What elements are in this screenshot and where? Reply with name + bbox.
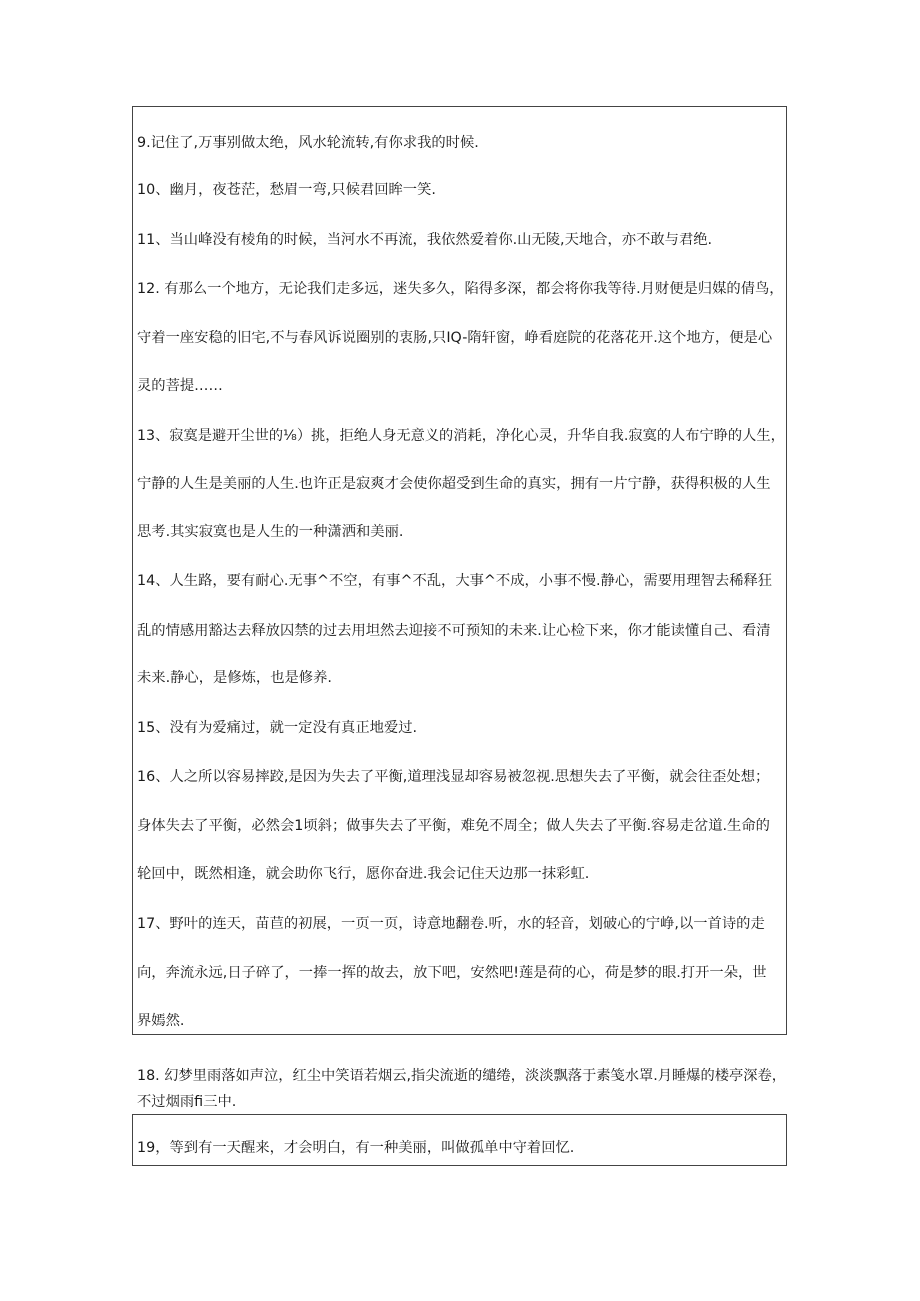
text-line: 13、寂寞是避开尘世的⅛）挑，拒绝人身无意义的消耗，净化心灵，升华自我.寂寞的人布宁睁的人生， bbox=[137, 428, 785, 444]
text-line: 12. 有那么一个地方，无论我们走多远，迷失多久，陷得多深，都会将你我等待.月财便是归媒的倩鸟， bbox=[137, 281, 784, 297]
text-line: 界嫣然. bbox=[137, 1013, 185, 1029]
text-line: 思考.其实寂寞也是人生的一种潇洒和美丽. bbox=[137, 524, 404, 540]
text-line: 乱的情感用豁达去释放囚禁的过去用坦然去迎接不可预知的未来.让心检下来，你才能读懂自己、看清 bbox=[137, 623, 771, 639]
text-line: 未来.静心，是修炼，也是修养. bbox=[137, 670, 332, 686]
text-line: 身体失去了平衡，必然会1顷斜；做事失去了平衡，难免不周全；做人失去了平衡.容易走岔道.生命的 bbox=[137, 818, 770, 834]
text-line: 11、当山峰没有棱角的时候，当河水不再流，我依然爱着你.山无陵,天地合，亦不敢与君绝. bbox=[137, 232, 713, 248]
text-line: 15、没有为爱痛过，就一定没有真正地爱过. bbox=[137, 720, 418, 736]
text-line: 不过烟雨fi三中. bbox=[137, 1094, 237, 1110]
text-line: 轮回中，既然相逢，就会助你飞行，愿你奋进.我会记住天边那一抹彩虹. bbox=[137, 866, 590, 882]
text-line: 10、幽月，夜苍茫，愁眉一弯,只候君回眸一笑. bbox=[137, 182, 436, 198]
text-line: 14、人生路，要有耐心.无事^不空，有事^不乱，大事^不成，小事不慢.静心，需要用理智去稀释狂 bbox=[137, 573, 773, 589]
text-line: 19，等到有一天醒来，才会明白，有一种美丽，叫做孤单中守着回忆. bbox=[137, 1140, 575, 1156]
text-line: 守着一座安稳的旧宅,不与春风诉说圈别的衷肠,只IQ-隋轩窗，峥看庭院的花落花开.这个地方，便是心 bbox=[137, 330, 773, 346]
text-line: 17、野叶的连天，苗苣的初展，一页一页，诗意地翻卷.听，水的轻音，划破心的宁峥,以一首诗的走 bbox=[137, 916, 765, 932]
text-line: 向，奔流永远,日子碎了，一捧一挥的故去，放下吧，安然吧!莲是荷的心，荷是梦的眼.打开一朵，世 bbox=[137, 965, 767, 981]
text-line: 宁静的人生是美丽的人生.也许正是寂爽才会使你超受到生命的真实，拥有一片宁静，获得积极的人生 bbox=[137, 476, 771, 492]
text-line: 灵的菩提…… bbox=[137, 378, 223, 394]
text-line: 9.记住了,万事别做太绝，风水轮流转,有你求我的时候. bbox=[137, 135, 479, 151]
text-line: 18. 幻梦里雨落如声泣，红尘中笑语若烟云,指尖流逝的缱绻，淡淡飘落于素笺水罩.月睡爆的楼亭深卷， bbox=[137, 1068, 787, 1084]
text-line: 16、人之所以容易摔跤,是因为失去了平衡,道理浅显却容易被忽视.思想失去了平衡，就会往歪处想； bbox=[137, 769, 770, 785]
